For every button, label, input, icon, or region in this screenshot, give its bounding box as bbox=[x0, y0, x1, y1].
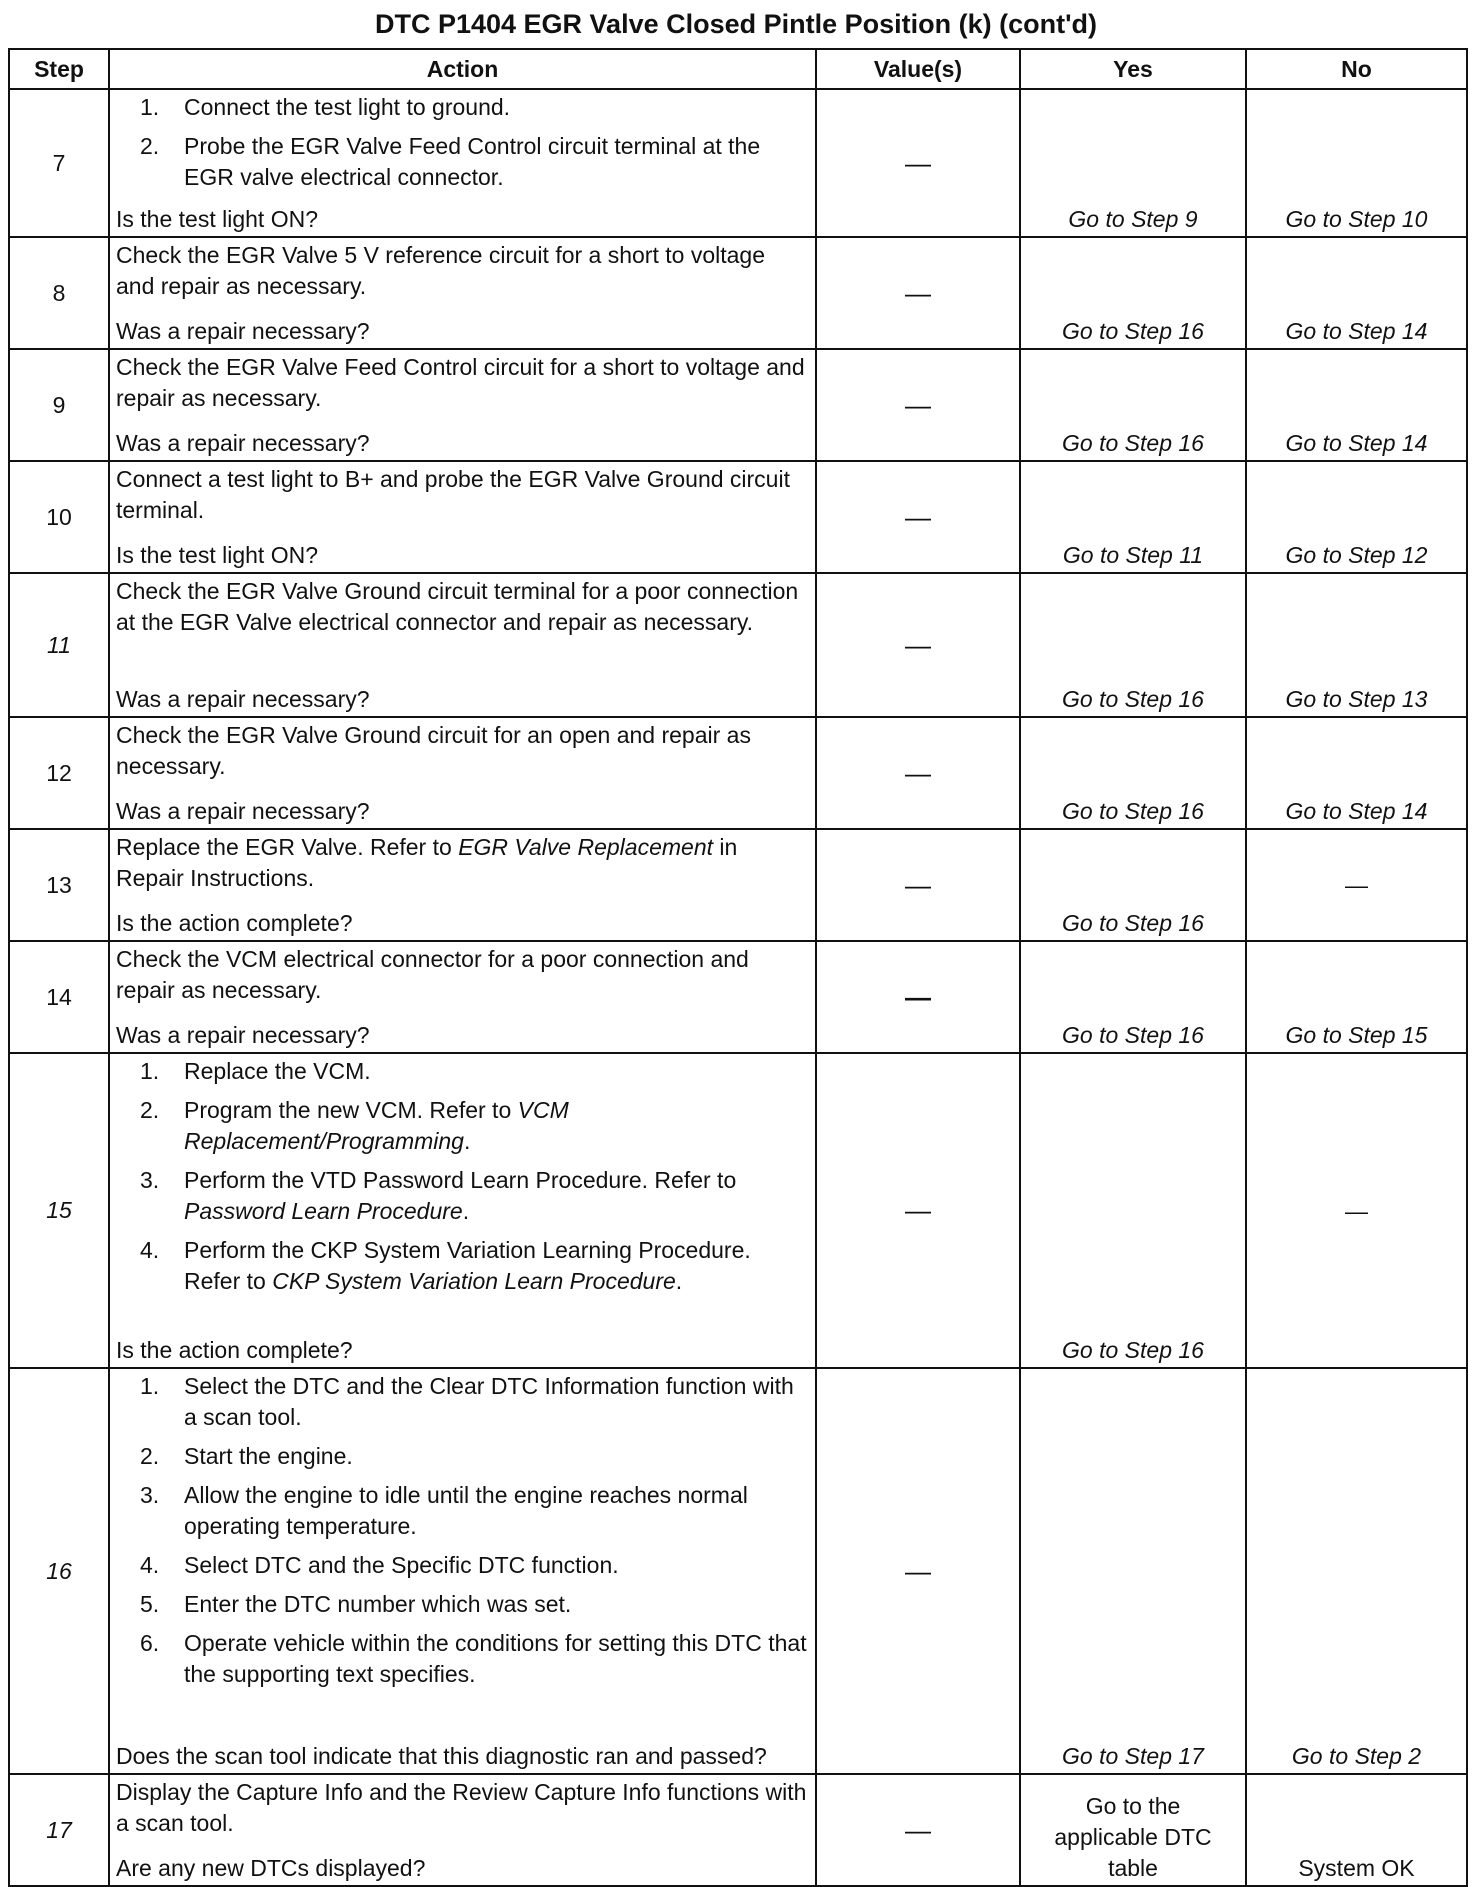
header-action: Action bbox=[109, 49, 816, 89]
header-values: Value(s) bbox=[816, 49, 1020, 89]
header-step: Step bbox=[9, 49, 109, 89]
yes-cell: Go to Step 16 bbox=[1020, 717, 1246, 829]
list-item: 4. Perform the CKP System Variation Learning Procedure. Refer to CKP System Variation Learn Procedure. bbox=[140, 1237, 751, 1294]
list-item: 3. Perform the VTD Password Learn Procedure. Refer to Password Learn Procedure. bbox=[140, 1167, 737, 1224]
reference-link: VCM Replacement/Programming bbox=[184, 1097, 569, 1154]
no-cell: Go to Step 14 bbox=[1246, 717, 1467, 829]
value-cell: — bbox=[816, 349, 1020, 461]
question: Was a repair necessary? bbox=[116, 686, 370, 712]
question: Was a repair necessary? bbox=[116, 1022, 370, 1048]
step-number: 11 bbox=[9, 573, 109, 717]
no-cell: Go to Step 15 bbox=[1246, 941, 1467, 1053]
page-title: DTC P1404 EGR Valve Closed Pintle Position (k) (cont'd) bbox=[374, 9, 1098, 39]
step-number: 7 bbox=[9, 89, 109, 237]
header-yes: Yes bbox=[1020, 49, 1246, 89]
value-cell: — bbox=[816, 829, 1020, 941]
list-item: 1. Select the DTC and the Clear DTC Information function with a scan tool. bbox=[140, 1373, 794, 1430]
table-row bbox=[9, 1053, 1467, 1368]
step-number: 12 bbox=[9, 717, 109, 829]
diagnostic-table bbox=[8, 48, 1468, 1887]
table-row bbox=[9, 941, 1467, 1053]
action-cell: Connect a test light to B+ and probe the EGR Valve Ground circuit terminal. Is the test light ON? bbox=[109, 461, 816, 573]
list-item: 2. Probe the EGR Valve Feed Control circuit terminal at the EGR valve electrical connector. bbox=[140, 133, 761, 190]
value-cell: — bbox=[816, 1774, 1020, 1886]
action-cell bbox=[109, 1053, 816, 1368]
question: Was a repair necessary? bbox=[116, 318, 370, 344]
action-cell bbox=[109, 89, 816, 237]
no-cell: Go to Step 12 bbox=[1246, 461, 1467, 573]
list-item: 4. Select DTC and the Specific DTC function. bbox=[140, 1552, 619, 1578]
action-cell: Check the EGR Valve 5 V reference circuit for a short to voltage and repair as necessary. Was a repair necessary? bbox=[109, 237, 816, 349]
step-number: 17 bbox=[9, 1774, 109, 1886]
step-number: 16 bbox=[9, 1368, 109, 1774]
step-number: 8 bbox=[9, 237, 109, 349]
no-cell: Go to Step 14 bbox=[1246, 237, 1467, 349]
no-cell: Go to Step 10 bbox=[1246, 89, 1467, 237]
value-cell: — bbox=[816, 89, 1020, 237]
step-number: 10 bbox=[9, 461, 109, 573]
table-row bbox=[9, 237, 1467, 349]
step-number: 13 bbox=[9, 829, 109, 941]
question: Is the test light ON? bbox=[116, 542, 318, 568]
value-cell: — bbox=[816, 573, 1020, 717]
table-header-row bbox=[9, 49, 1467, 89]
list-item: 6. Operate vehicle within the conditions for setting this DTC that the supporting text specifies. bbox=[140, 1630, 807, 1687]
list-item: 5. Enter the DTC number which was set. bbox=[140, 1591, 572, 1617]
yes-cell: Go to Step 16 bbox=[1020, 1053, 1246, 1368]
table-row bbox=[9, 717, 1467, 829]
value-cell: — bbox=[816, 1053, 1020, 1368]
table-row bbox=[9, 349, 1467, 461]
table-row bbox=[9, 1368, 1467, 1774]
value-cell: — bbox=[816, 237, 1020, 349]
step-number: 9 bbox=[9, 349, 109, 461]
action-cell: Display the Capture Info and the Review Capture Info functions with a scan tool. Are any new DTCs displayed? bbox=[109, 1774, 816, 1886]
header-no: No bbox=[1246, 49, 1467, 89]
value-cell: — bbox=[816, 461, 1020, 573]
value-cell: — bbox=[816, 1368, 1020, 1774]
no-cell: — bbox=[1246, 1053, 1467, 1368]
no-cell: Go to Step 13 bbox=[1246, 573, 1467, 717]
reference-link: EGR Valve Replacement bbox=[458, 834, 714, 860]
question: Is the action complete? bbox=[116, 1337, 353, 1363]
action-cell: Check the EGR Valve Feed Control circuit for a short to voltage and repair as necessary. Was a repair necessary? bbox=[109, 349, 816, 461]
yes-cell: Go to Step 9 bbox=[1020, 89, 1246, 237]
list-item: 1. Connect the test light to ground. bbox=[140, 94, 511, 120]
no-cell: System OK bbox=[1246, 1774, 1467, 1886]
yes-cell: Go to Step 16 bbox=[1020, 573, 1246, 717]
yes-cell: Go to Step 16 bbox=[1020, 829, 1246, 941]
list-item: 2. Program the new VCM. Refer to VCM Replacement/Programming. bbox=[140, 1097, 569, 1154]
yes-cell: Go to Step 16 bbox=[1020, 237, 1246, 349]
question: Was a repair necessary? bbox=[116, 430, 370, 456]
action-cell: Check the VCM electrical connector for a poor connection and repair as necessary. Was a repair necessary? bbox=[109, 941, 816, 1053]
reference-link: Password Learn Procedure bbox=[184, 1198, 463, 1224]
no-cell: Go to Step 14 bbox=[1246, 349, 1467, 461]
action-cell: Check the EGR Valve Ground circuit for an open and repair as necessary. Was a repair necessary? bbox=[109, 717, 816, 829]
list-item: 3. Allow the engine to idle until the engine reaches normal operating temperature. bbox=[140, 1482, 748, 1539]
action-cell: Replace the EGR Valve. Refer to EGR Valve Replacement in Repair Instructions. Is the action complete? bbox=[109, 829, 816, 941]
step-number: 14 bbox=[9, 941, 109, 1053]
step-number: 15 bbox=[9, 1053, 109, 1368]
table-row bbox=[9, 1774, 1467, 1886]
table-row bbox=[9, 829, 1467, 941]
table-row bbox=[9, 461, 1467, 573]
list-item: 1. Replace the VCM. bbox=[140, 1058, 371, 1084]
value-cell: — bbox=[816, 717, 1020, 829]
action-cell: Check the EGR Valve Ground circuit terminal for a poor connection at the EGR Valve electrical connector and repair as necessary. Was a repair necessary? bbox=[109, 573, 816, 717]
question: Does the scan tool indicate that this diagnostic ran and passed? bbox=[116, 1743, 767, 1769]
table-row bbox=[9, 573, 1467, 717]
table-row bbox=[9, 89, 1467, 237]
question: Is the action complete? bbox=[116, 910, 353, 936]
list-item: 2. Start the engine. bbox=[140, 1443, 353, 1469]
yes-cell: Go to Step 11 bbox=[1020, 461, 1246, 573]
yes-cell: Go to Step 16 bbox=[1020, 941, 1246, 1053]
reference-link: CKP System Variation Learn Procedure bbox=[272, 1268, 676, 1294]
no-cell: Go to Step 2 bbox=[1246, 1368, 1467, 1774]
question: Are any new DTCs displayed? bbox=[116, 1855, 426, 1881]
yes-cell: Go to the applicable DTC table bbox=[1020, 1774, 1246, 1886]
question: Is the test light ON? bbox=[116, 206, 318, 232]
value-cell: — bbox=[816, 941, 1020, 1053]
yes-cell: Go to Step 17 bbox=[1020, 1368, 1246, 1774]
yes-cell: Go to Step 16 bbox=[1020, 349, 1246, 461]
question: Was a repair necessary? bbox=[116, 798, 370, 824]
action-cell bbox=[109, 1368, 816, 1774]
no-cell: — bbox=[1246, 829, 1467, 941]
